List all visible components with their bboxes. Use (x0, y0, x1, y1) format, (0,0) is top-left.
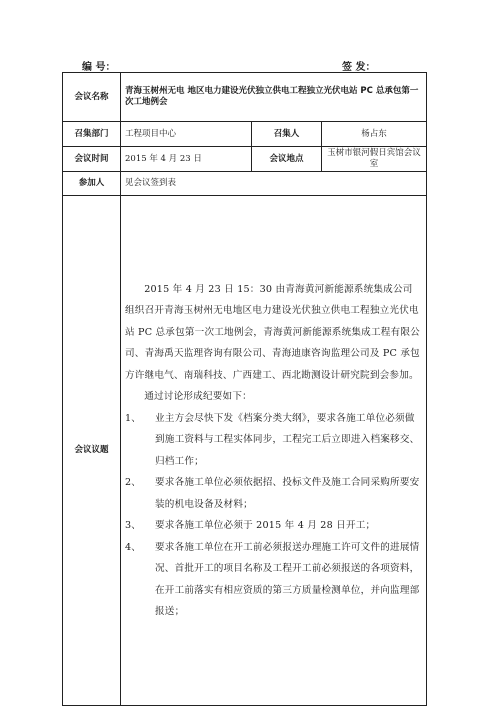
attendees-label: 参加人 (63, 172, 121, 196)
list-item-text: 要求各施工单位必须依据招、投标文件及施工合同采购所要安装的机电设备及材料； (155, 477, 420, 510)
meeting-time-value: 2015 年 4 月 23 日 (121, 147, 252, 172)
meeting-place-value: 玉树市银河假日宾馆会议室 (322, 147, 427, 172)
meeting-time-label: 会议时间 (63, 147, 121, 172)
meeting-minutes-table (62, 72, 427, 706)
list-item-text: 要求各施工单位在开工前必须报送办理施工许可文件的进展情况、首批开工的项目名称及工程开工前必须报送的各项资料，在开工前落实有相应资质的第三方质量检测单位，并向监理部报送； (155, 541, 420, 617)
list-item-number: 2、 (125, 477, 142, 488)
list-item-text: 业主方会尽快下发《档案分类大纲》，要求各施工单位必须做到施工资料与工程实体同步，工程完工后立即进入档案移交、归档工作； (155, 412, 420, 467)
document-number-label: 编 号： (82, 62, 116, 73)
list-item (125, 515, 422, 537)
list-item (125, 408, 422, 473)
meeting-topic-label: 会议议题 (63, 196, 121, 706)
list-item (125, 537, 422, 623)
issuer-label: 签 发： (342, 62, 376, 73)
meeting-name-label: 会议名称 (63, 73, 121, 122)
intro-paragraph: 2015 年 4 月 23 日 15：30 由青海黄河新能源系统集成公司组织召开青海玉树州无电地区电力建设光伏独立供电工程独立光伏电站 PC 总承包第一次工地例会，青海黄河新能源系统集成工程有限公司、青海禹天监理咨询有限公司、青海迪康咨询监理公司及 PC 承包方许继电气、南瑞科技、广西建工、西北勘测设计研究院到会参加。 (125, 283, 420, 381)
list-item (125, 472, 422, 515)
convener-value: 杨占东 (322, 122, 427, 147)
list-item-text: 要求各施工单位必须于 2015 年 4 月 28 日开工； (155, 520, 376, 531)
list-item-number: 3、 (125, 520, 142, 531)
list-item-number: 4、 (125, 541, 142, 553)
convener-label: 召集人 (252, 122, 322, 147)
list-item-number: 1、 (125, 412, 142, 424)
department-value: 工程项目中心 (121, 122, 252, 147)
meeting-name-value: 青海玉树州无电 地区电力建设光伏独立供电工程独立光伏电站 PC 总承包第一次工地例会 (121, 73, 427, 122)
summary-lead: 通过讨论形成纪要如下： (144, 391, 252, 402)
meeting-place-label: 会议地点 (252, 147, 322, 172)
meeting-content (121, 196, 427, 706)
attendees-value: 见会议签到表 (121, 172, 427, 196)
department-label: 召集部门 (63, 122, 121, 147)
